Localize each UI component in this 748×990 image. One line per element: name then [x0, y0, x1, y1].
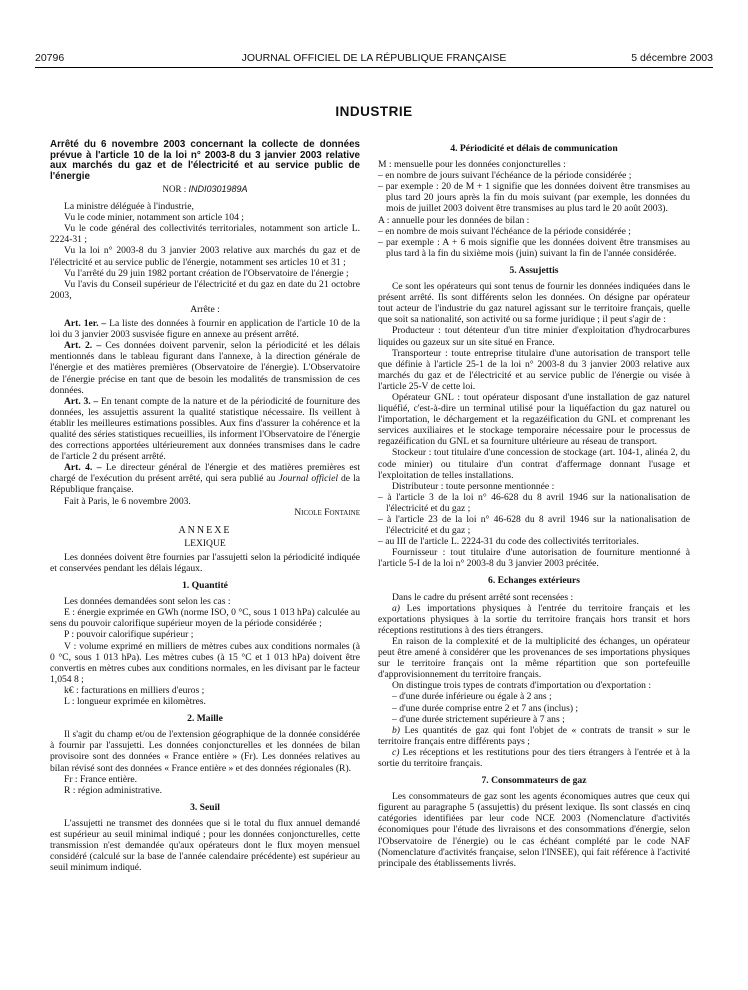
paragraph: Vu le code général des collectivités territoriales, notamment son article L. 2224-31 ; [50, 223, 360, 246]
heading-seuil: 3. Seuil [190, 801, 220, 813]
list-item: – en nombre de jours suivant l'échéance de la période considérée ; [378, 170, 632, 182]
list-item: – au III de l'article L. 2224-31 du code des collectivités territoriales. [378, 536, 639, 548]
paragraph: Stockeur : tout titulaire d'une concession de stockage (art. 104-1, alinéa 2, du code minier) ou titulaire d'un contrat d'affermage donnant l'usage et l'exploitation de telles installations. [378, 447, 690, 481]
paragraph: Les données doivent être fournies par l'assujetti selon la périodicité indiquée et conservées pendant les délais légaux. [50, 551, 360, 574]
paragraph: Distributeur : toute personne mentionnée : [392, 480, 555, 492]
paragraph: Les consommateurs de gaz sont les agents économiques autres que ceux qui figurent au paragraphe 5 (assujettis) du présent lexique. Ils sont classés en cinq catégories identifiées par leur code NCE 2003 (Nomenclature d'activités économiques pour l'étude des livraisons et des consommations d'énergie, selon l'Observatoire de l'énergie) ou le cas échéant complété par le code NAF (Nomenclature d'activités française, selon l'INSEE), qui fait référence à l'activité principale des établissements livrés. [378, 791, 690, 869]
page-number: 20796 [35, 52, 65, 64]
heading-periodicite: 4. Périodicité et délais de communication [450, 143, 618, 154]
annexe-heading: ANNEXE [178, 524, 232, 536]
left-column [50, 140, 360, 873]
section-title: INDUSTRIE [335, 104, 413, 119]
heading-quantite: 1. Quantité [182, 580, 228, 592]
list-item: – par exemple : A + 6 mois signifie que les données doivent être transmises au plus tard à la fin du sixième mois (juin) suivant la fin de l'année considérée. [378, 236, 690, 259]
paragraph: R : région administrative. [64, 784, 163, 796]
heading-assujettis: 5. Assujettis [509, 264, 559, 276]
article-4: Art. 4. – Le directeur général de l'énergie et des matières premières est chargé de l'exécution du présent arrêté, qui sera publié au Journal officiel de la République française. [50, 462, 360, 496]
paragraph: Opérateur GNL : tout opérateur disposant d'une installation de gaz naturel liquéfié, c'est-à-dire un terminal utilisé pour la liquéfaction du gaz naturel ou l'importation, le déchargement et la regazéification du GNL et comprenant les services auxiliaires et le stockage temporaire nécessaire pour le processus de regazéification du GNL et sa fourniture ultérieure au réseau de transport. [378, 391, 690, 448]
list-item: – d'une durée comprise entre 2 et 7 ans (inclus) ; [392, 702, 579, 714]
list-item: – à l'article 3 de la loi n° 46-628 du 8 avril 1946 sur la nationalisation de l'électricité et du gaz ; [378, 491, 690, 514]
paragraph: En raison de la complexité et de la multiplicité des échanges, un opérateur peut être amené à considérer que les provenances de ses importations physiques sur le territoire français ont la même répartition que son portefeuille d'approvisionnement du territoire français. [378, 635, 690, 681]
fait-a-paris: Fait à Paris, le 6 novembre 2003. [64, 495, 191, 507]
paragraph: Vu la loi n° 2003-8 du 3 janvier 2003 relative aux marchés du gaz et de l'électricité et au service public de l'énergie, notamment ses articles 10 et 31 ; [50, 245, 360, 268]
list-item: – à l'article 23 de la loi n° 46-628 du 8 avril 1946 sur la nationalisation de l'électricité et du gaz ; [378, 514, 690, 537]
paragraph: V : volume exprimé en milliers de mètres cubes aux conditions normales (à 0 °C, sous 1 013 hPa). Les mètres cubes (à 15 °C et 1 013 hPa) doivent être convertis en mètres cubes aux conditions normales, en les divisant par le facteur 1,054 8 ; [50, 640, 360, 685]
paragraph: Dans le cadre du présent arrêté sont recensées : [392, 591, 574, 603]
paragraph: Ce sont les opérateurs qui sont tenus de fournir les données indiquées dans le présent arrêté. Ils sont différents selon les données. On désigne par opérateur tout acteur de l'industrie du gaz naturel agissant sur le territoire français, quelle que soit sa nationalité, son activité ou sa forme juridique ; il peut s'agir de : [378, 281, 690, 326]
list-item: – d'une durée inférieure ou égale à 2 ans ; [392, 691, 552, 703]
decree-title: Arrêté du 6 novembre 2003 concernant la collecte de données prévue à l'article 10 de la loi n° 2003-8 du 3 janvier 2003 relative aux marchés du gaz et de l'électricité et au service public de l'énergie [50, 139, 360, 182]
signature: Nicole Fontaine [294, 506, 360, 518]
list-item: – d'une durée strictement supérieure à 7 ans ; [392, 713, 565, 725]
header-rule [35, 67, 713, 68]
paragraph: k€ : facturations en milliers d'euros ; [64, 684, 205, 696]
paragraph: On distingue trois types de contrats d'importation ou d'exportation : [392, 680, 651, 692]
paragraph: P : pouvoir calorifique supérieur ; [64, 629, 194, 641]
paragraph: Transporteur : toute entreprise titulaire d'une autorisation de transport telle que définie à l'article 25-1 de la loi n° 2003-8 du 3 janvier 2003 relative aux marchés du gaz et de l'électricité et au service public de l'énergie ou visée à l'article 25-V de cette loi. [378, 347, 690, 392]
paragraph: Vu l'arrêté du 29 juin 1982 portant création de l'Observatoire de l'énergie ; [64, 267, 349, 279]
paragraph: La ministre déléguée à l'industrie, [64, 201, 194, 213]
right-column [378, 140, 690, 869]
paragraph: Il s'agit du champ et/ou de l'extension géographique de la donnée considérée à fournir par l'assujetti. Les données conjoncturelles et les données de bilan provisoire sont des données « France entière » (Fr). Les données relatives au bilan révisé sont des données « France entière » et des données régionales (R). [50, 729, 360, 774]
article-1: Art. 1er. – La liste des données à fournir en application de l'article 10 de la loi du 3 janvier 2003 susvisée figure en annexe au présent arrêté. [50, 318, 360, 341]
paragraph: Vu l'avis du Conseil supérieur de l'électricité et du gaz en date du 21 octobre 2003, [50, 278, 360, 301]
paragraph: E : énergie exprimée en GWh (norme ISO, 0 °C, sous 1 013 hPa) calculée au sens du pouvoir calorifique supérieur moyen de la période considérée ; [50, 607, 360, 630]
paragraph: a) Les importations physiques à l'entrée du territoire français et les exportations physiques à la sortie du territoire français hors transit et hors réceptions restitutions à des tiers étrangers. [378, 602, 690, 636]
arrete-label: Arrête : [190, 303, 220, 315]
heading-echanges: 6. Echanges extérieurs [488, 575, 580, 587]
article-2: Art. 2. – Ces données doivent parvenir, selon la périodicité et les délais mentionnés dans le tableau figurant dans l'annexe, à la direction générale de l'énergie et des matières premières (Observatoire de l'énergie). L'Observatoire de l'énergie précise en tant que de besoin les modalités de transmission de ces données. [50, 340, 360, 396]
heading-consommateurs: 7. Consommateurs de gaz [481, 775, 587, 787]
list-item: – par exemple : 20 de M + 1 signifie que les données doivent être transmises au plus tard 20 jours après la fin du mois suivant (par exemple, les données du mois de juillet 2003 doivent être transmises au plus tard le 20 août 2003). [378, 181, 690, 215]
paragraph: b) Les quantités de gaz qui font l'objet de « contrats de transit » sur le territoire français entre différents pays ; [378, 724, 690, 747]
paragraph: L : longueur exprimée en kilomètres. [64, 696, 206, 708]
heading-maille: 2. Maille [187, 713, 223, 725]
issue-date: 5 décembre 2003 [631, 52, 713, 64]
lexique-heading: LEXIQUE [184, 537, 226, 549]
page-header [35, 52, 713, 66]
paragraph: Les données demandées sont selon les cas : [64, 596, 231, 608]
paragraph: Producteur : tout détenteur d'un titre minier d'exploitation d'hydrocarbures liquides ou gazeux sur un site situé en France. [378, 325, 690, 348]
paragraph: L'assujetti ne transmet des données que si le total du flux annuel demandé est supérieur au seuil minimal indiqué ; pour les données conjoncturelles, cette transmission n'est demandée qu'aux opérateurs dont le flux moyen mensuel considéré (calculé sur la base de l'année calendaire précédente) est supérieur au seuil minimum indiqué. [50, 817, 360, 874]
paragraph: A : annuelle pour les données de bilan : [378, 214, 530, 226]
journal-title: JOURNAL OFFICIEL DE LA RÉPUBLIQUE FRANÇAISE [241, 52, 507, 64]
paragraph: M : mensuelle pour les données conjoncturelles : [378, 159, 566, 171]
paragraph: c) Les réceptions et les restitutions pour des tiers étrangers à l'entrée et à la sortie du territoire français. [378, 746, 690, 769]
article-3: Art. 3. – En tenant compte de la nature et de la périodicité de fourniture des données, les assujettis assurent la qualité statistique nécessaire. Ils veillent à établir les meilleures estimations possibles. Aux fins d'assurer la cohérence et la qualité des séries statistiques recueillies, ils informent l'Observatoire de l'énergie des corrections apportées ultérieurement aux données transmises dans le cadre de l'article 2 du présent arrêté. [50, 395, 360, 463]
paragraph: Fournisseur : tout titulaire d'une autorisation de fourniture mentionné à l'article 5-I de la loi n° 2003-8 du 3 janvier 2003 précitée. [378, 547, 690, 570]
paragraph: Vu le code minier, notamment son article 104 ; [64, 212, 244, 224]
list-item: – en nombre de mois suivant l'échéance de la période considérée ; [378, 225, 631, 237]
paragraph: Fr : France entière. [64, 773, 137, 785]
nor-reference: NOR : INDI0301989A [162, 184, 248, 194]
